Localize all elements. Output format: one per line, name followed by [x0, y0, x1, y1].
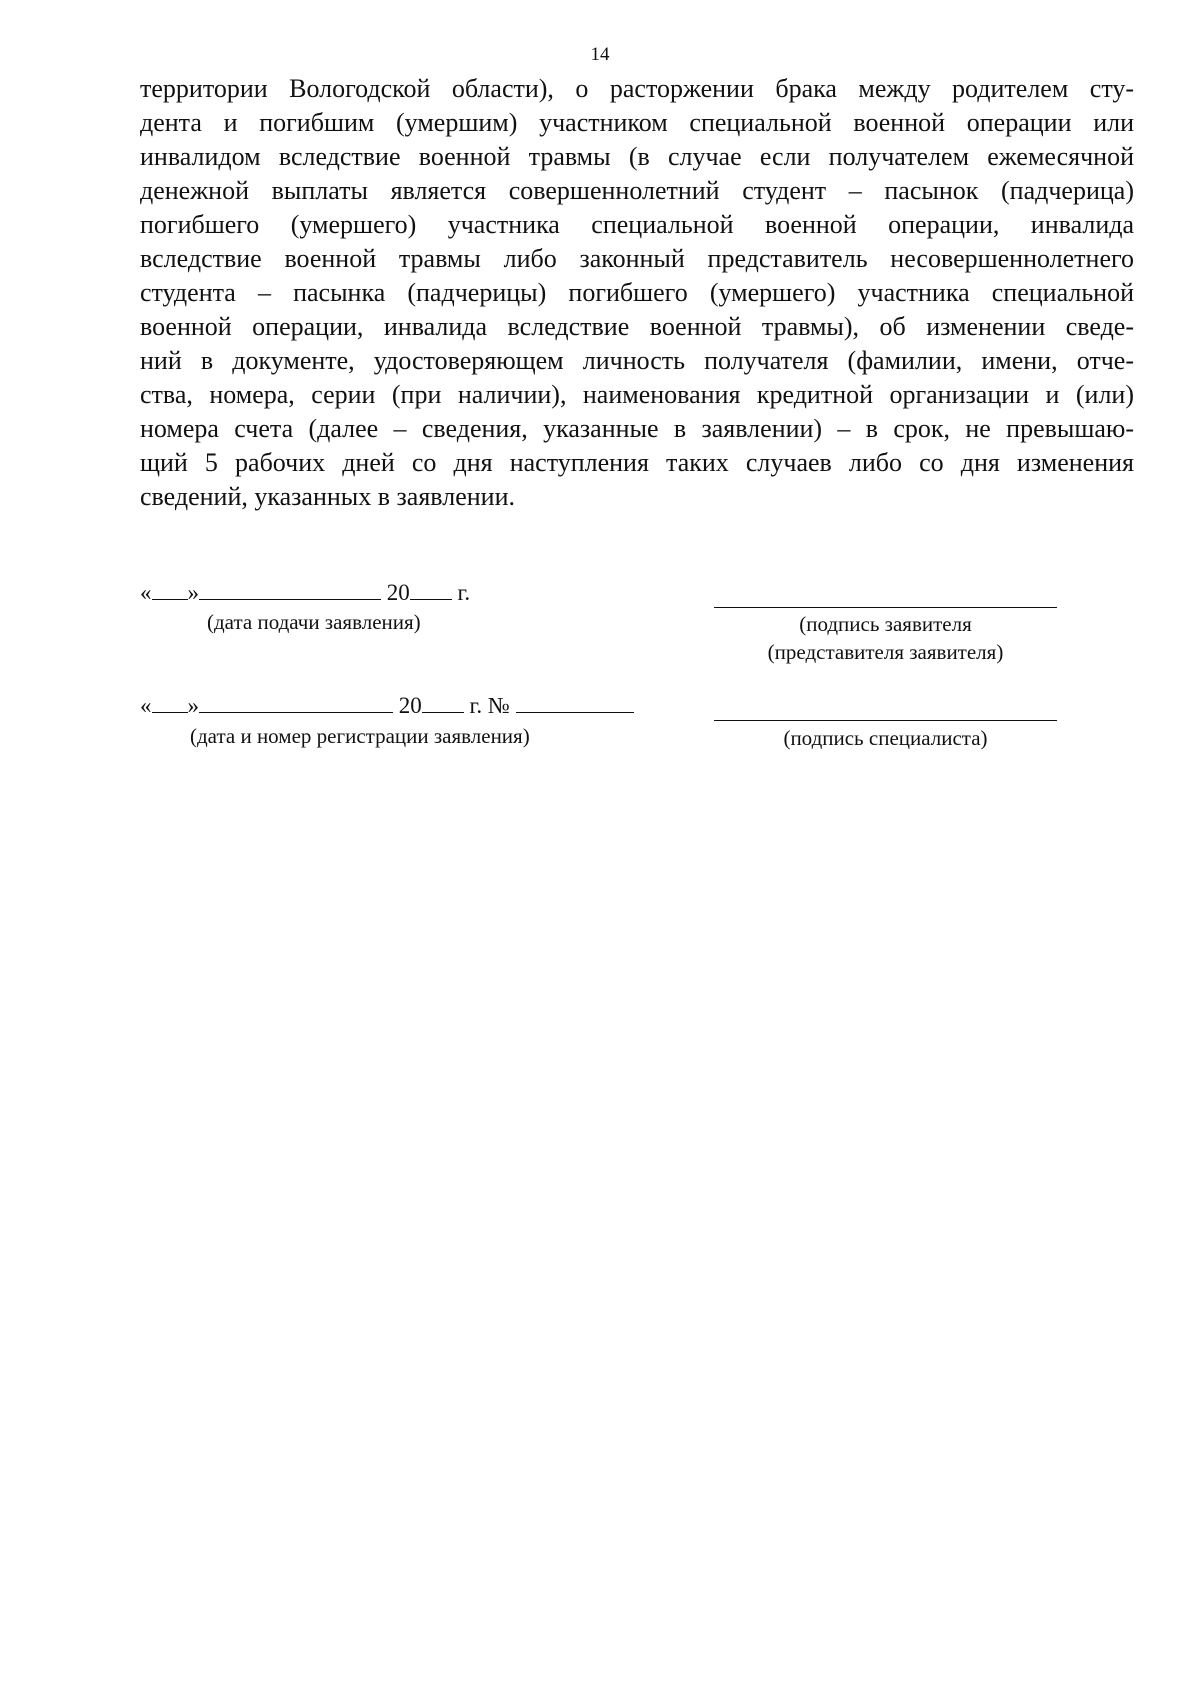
application-date-field[interactable]: [140, 580, 470, 606]
body-line: дента и погибшим (умершим) участником специальной военной операции или: [140, 108, 1134, 137]
body-line: территории Вологодской области), о расторжении брака между родителем сту-: [140, 74, 1134, 103]
open-quote: «: [140, 580, 152, 605]
month-blank[interactable]: [199, 694, 393, 713]
body-line: сведений, указанных в заявлении.: [140, 482, 515, 511]
year-blank[interactable]: [422, 694, 464, 713]
registration-number-blank[interactable]: [516, 694, 634, 713]
body-line: вследствие военной травмы либо законный представитель несовершеннолетнего: [140, 244, 1134, 273]
day-blank[interactable]: [152, 694, 188, 713]
body-line: ства, номера, серии (при наличии), наименования кредитной организации и (или): [140, 380, 1134, 409]
body-line: ний в документе, удостоверяющем личность получателя (фамилии, имени, отче-: [140, 346, 1134, 375]
close-quote: »: [187, 693, 199, 718]
open-quote: «: [140, 693, 152, 718]
body-line: денежной выплаты является совершеннолетний студент – пасынок (падчерица): [140, 176, 1134, 205]
applicant-signature-line[interactable]: [714, 607, 1057, 608]
year-blank[interactable]: [410, 581, 452, 600]
day-blank[interactable]: [152, 581, 188, 600]
body-line: номера счета (далее – сведения, указанные в заявлении) – в срок, не превышаю-: [140, 414, 1134, 443]
close-quote: »: [187, 580, 199, 605]
specialist-signature-caption: (подпись специалиста): [783, 726, 988, 750]
body-line: щий 5 рабочих дней со дня наступления таких случаев либо со дня изменения: [140, 448, 1134, 477]
body-paragraph: [140, 72, 1134, 514]
month-blank[interactable]: [199, 581, 381, 600]
body-line: инвалидом вследствие военной травмы (в случае если получателем ежемесячной: [140, 142, 1134, 171]
year-suffix: г.: [457, 580, 471, 605]
year-suffix: г. №: [469, 693, 510, 718]
application-date-caption: (дата подачи заявления): [207, 610, 421, 634]
page-number: 14: [590, 44, 610, 65]
applicant-signature-caption-2: (представителя заявителя): [767, 640, 1004, 664]
body-line: погибшего (умершего) участника специальной военной операции, инвалида: [140, 210, 1134, 239]
body-line: военной операции, инвалида вследствие военной травмы), об изменении сведе-: [140, 312, 1134, 341]
registration-caption: (дата и номер регистрации заявления): [190, 724, 530, 748]
applicant-signature-caption-1: (подпись заявителя: [799, 612, 972, 636]
year-prefix: 20: [398, 693, 422, 718]
registration-field[interactable]: [140, 693, 634, 719]
specialist-signature-line[interactable]: [714, 720, 1057, 721]
year-prefix: 20: [386, 580, 410, 605]
body-line: студента – пасынка (падчерицы) погибшего (умершего) участника специальной: [140, 278, 1134, 307]
